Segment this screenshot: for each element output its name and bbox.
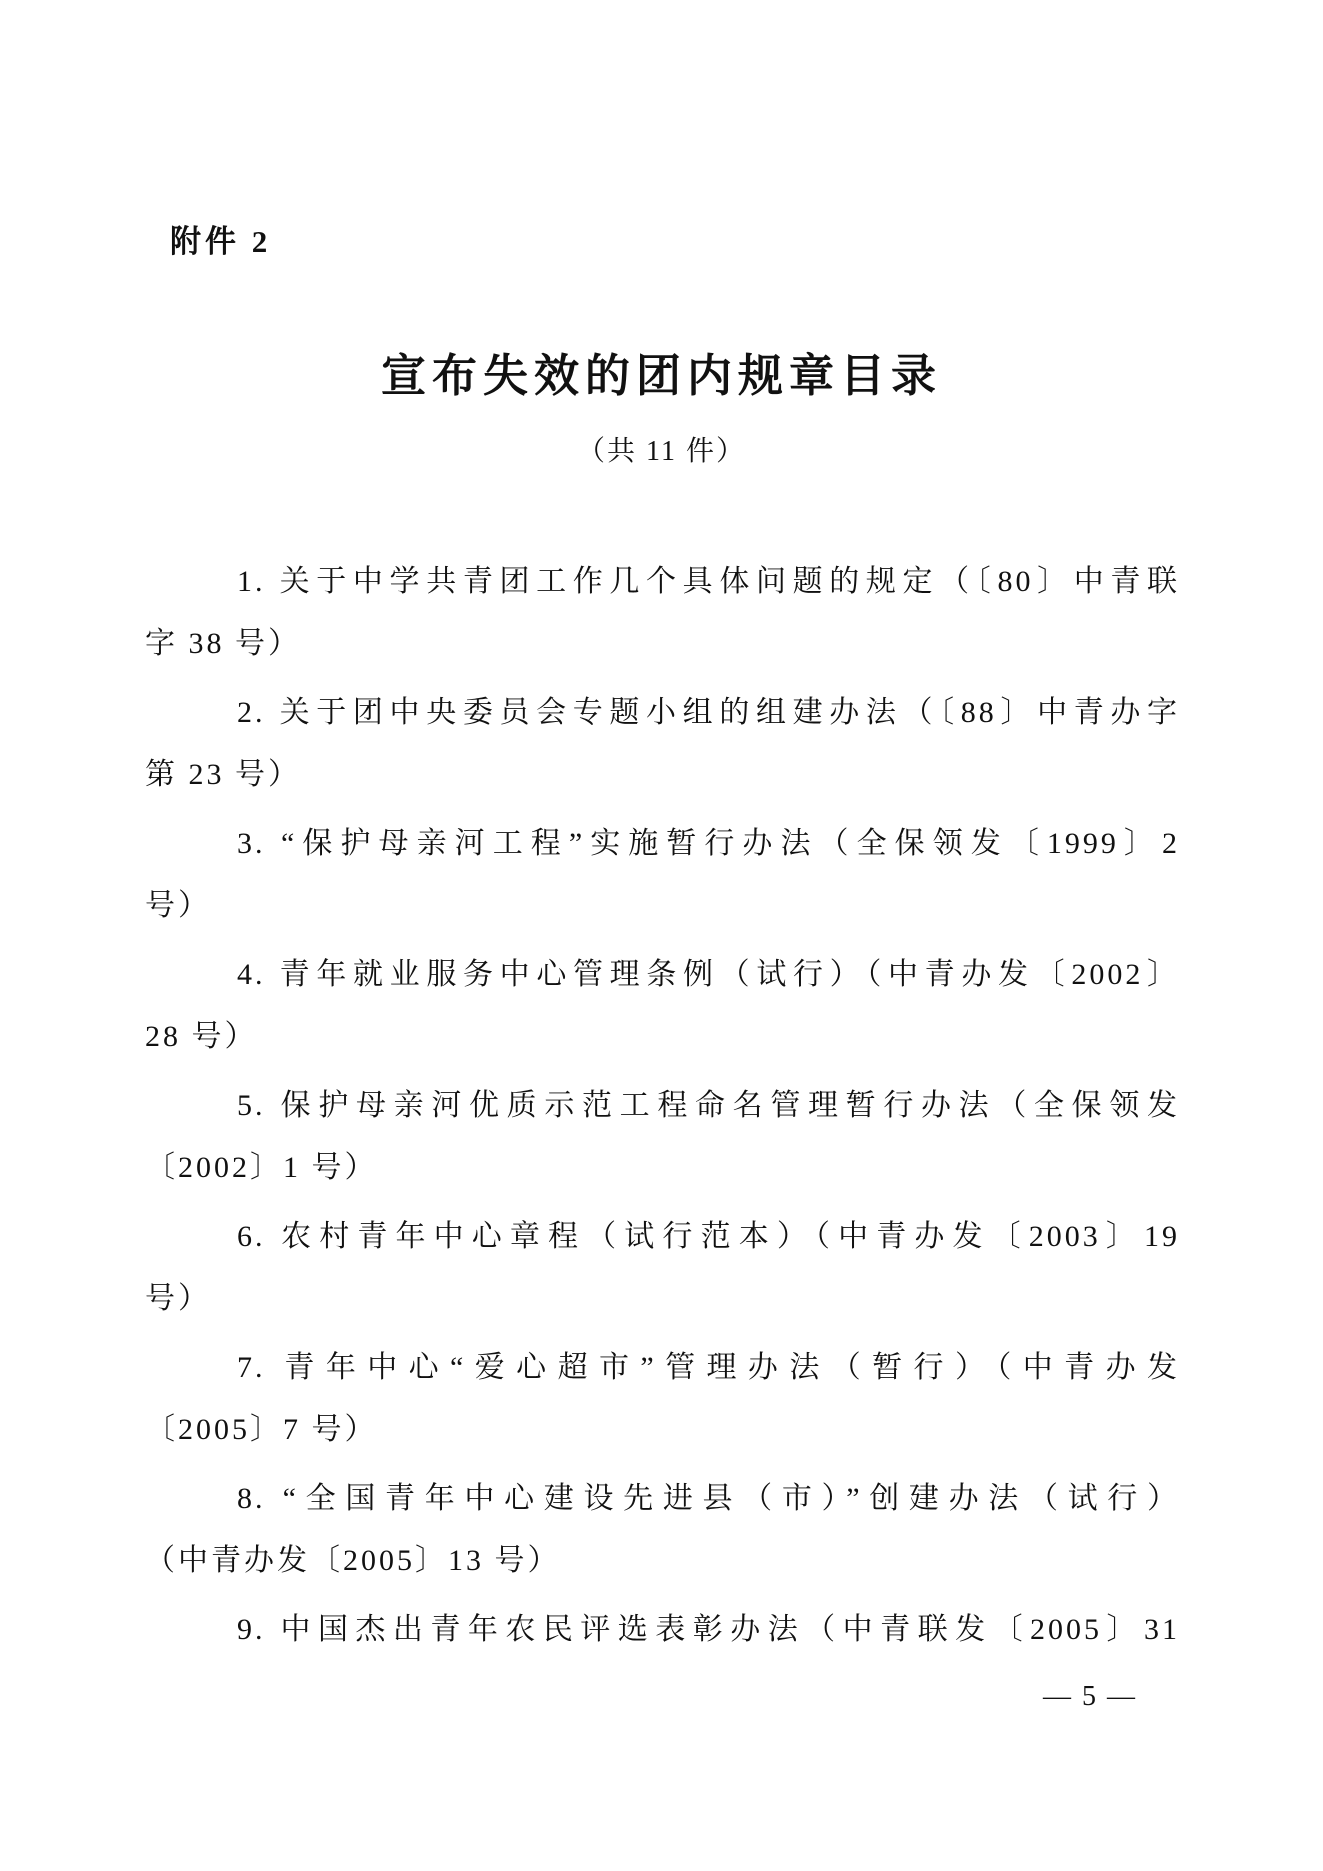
list-item [145, 1468, 1180, 1592]
list-item-line: 号） [145, 1282, 211, 1315]
list-item-line: 28 号） [145, 1020, 258, 1053]
list-item-line: 第 23 号） [145, 758, 301, 791]
list-item-line: 9. 中国杰出青年农民评选表彰办法（中青联发〔2005〕31 [237, 1613, 1180, 1646]
list-item-line: 4. 青年就业服务中心管理条例（试行）（中青办发〔2002〕 [237, 958, 1180, 991]
list-item-line: 号） [145, 889, 211, 922]
list-item-line: 8. “全国青年中心建设先进县（市）”创建办法（试行） [237, 1482, 1180, 1515]
list-item-line: 6. 农村青年中心章程（试行范本）（中青办发〔2003〕19 [237, 1220, 1180, 1253]
list-item [145, 1337, 1180, 1461]
list-item [145, 944, 1180, 1068]
list-item-line: 字 38 号） [145, 627, 301, 660]
page-number: — 5 — [1043, 1681, 1137, 1712]
list-item-line: 7. 青年中心“爱心超市”管理办法（暂行）（中青办发 [237, 1351, 1180, 1384]
list-item-line: 1. 关于中学共青团工作几个具体问题的规定（〔80〕中青联 [237, 565, 1180, 598]
list-item-line: （中青办发〔2005〕13 号） [145, 1544, 561, 1577]
list-item-line: 〔2002〕1 号） [145, 1151, 378, 1184]
list-item [145, 1075, 1180, 1199]
list-item [145, 551, 1180, 675]
regulation-list [145, 551, 1180, 1668]
list-item [145, 813, 1180, 937]
document-subtitle: （共 11 件） [577, 436, 746, 467]
list-item-line: 2. 关于团中央委员会专题小组的组建办法（〔88〕中青办字 [237, 696, 1180, 729]
list-item [145, 1599, 1180, 1661]
list-item [145, 1206, 1180, 1330]
list-item [145, 682, 1180, 806]
document-title: 宣布失效的团内规章目录 [380, 351, 942, 401]
list-item-line: 〔2005〕7 号） [145, 1413, 378, 1446]
list-item-line: 3. “保护母亲河工程”实施暂行办法（全保领发〔1999〕2 [237, 827, 1180, 860]
list-item-line: 5. 保护母亲河优质示范工程命名管理暂行办法（全保领发 [237, 1089, 1180, 1122]
annex-label: 附件 2 [170, 224, 272, 259]
